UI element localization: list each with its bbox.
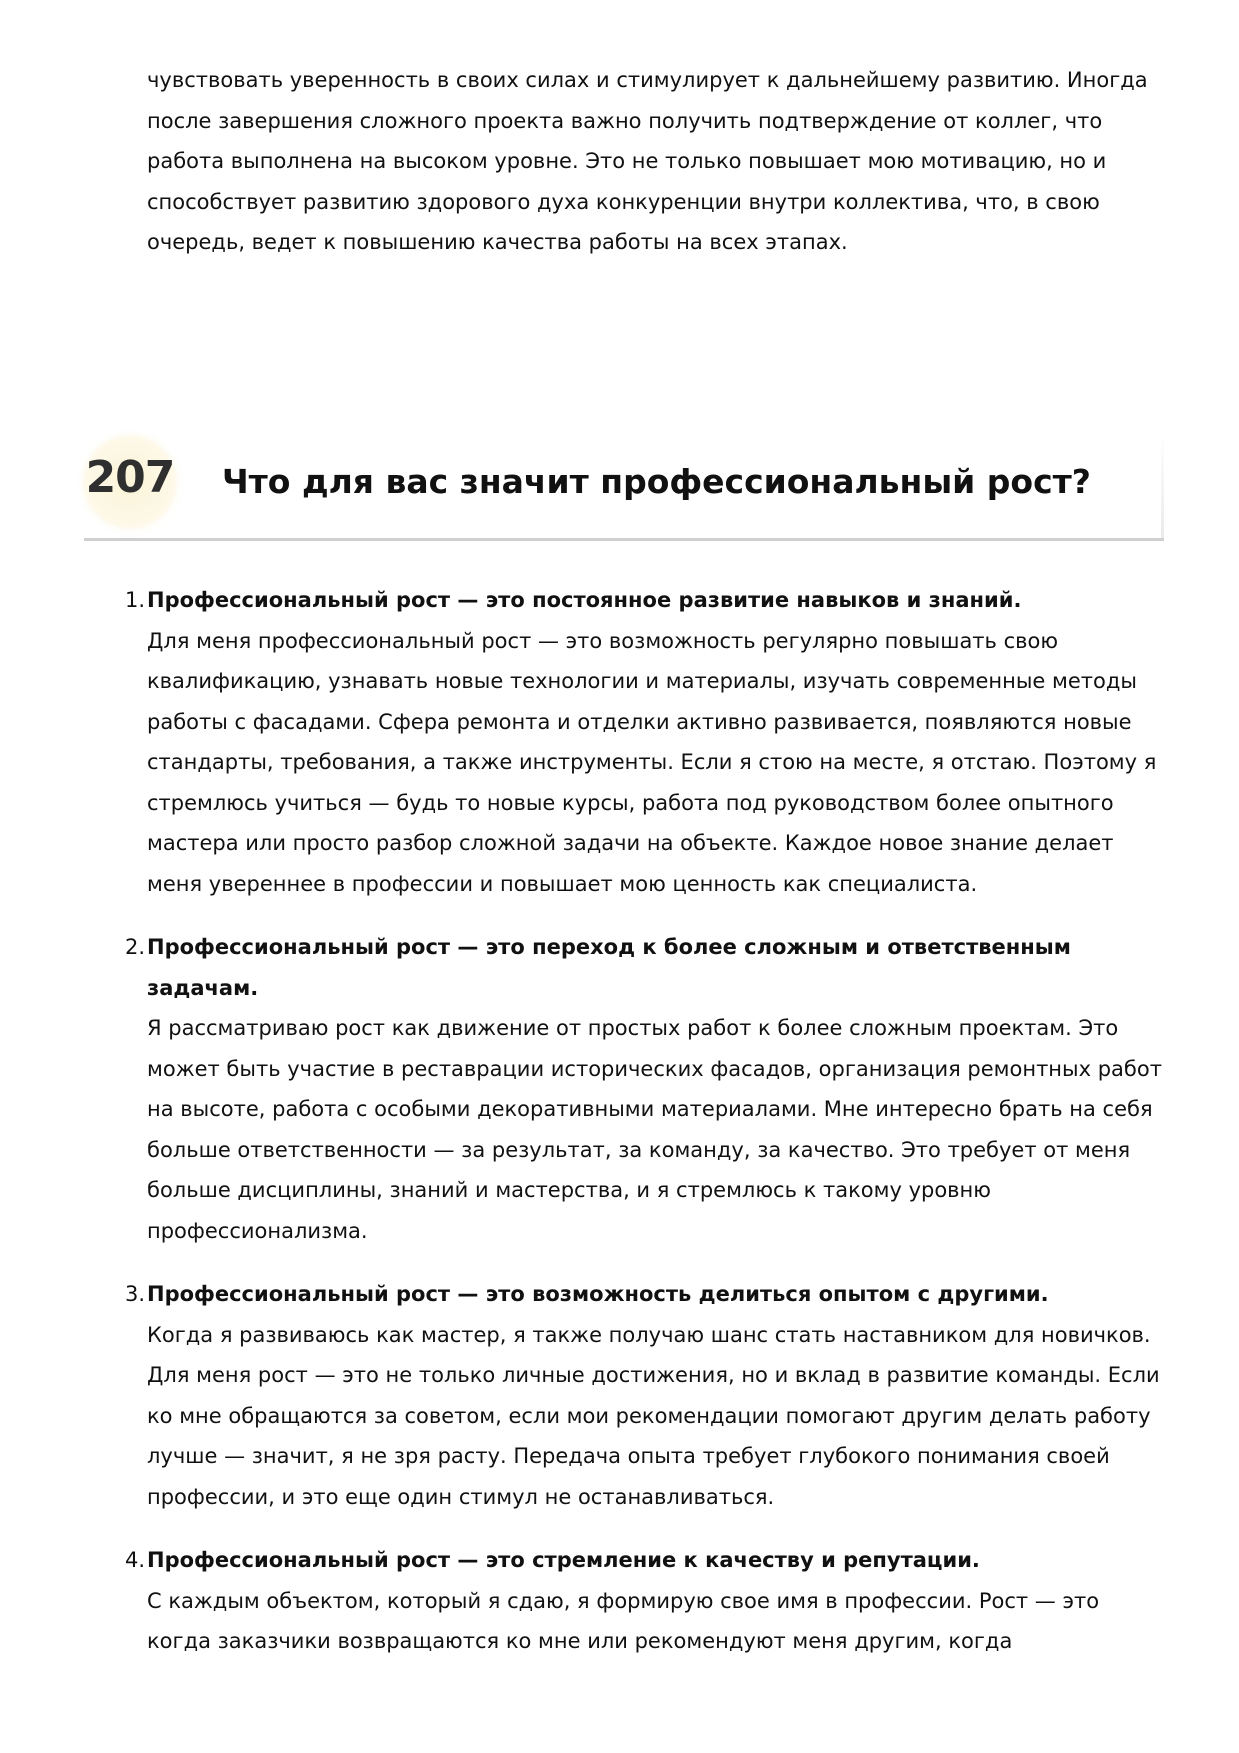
answer-item-2 bbox=[124, 927, 1167, 1251]
answer-item-3 bbox=[124, 1274, 1167, 1517]
intro-paragraph: чувствовать уверенность в своих силах и стимулирует к дальнейшему развитию. Иногда после завершения сложного проекта важно получить подтверждение от коллег, что работа выполнена на высоком уровне. Это не только повышает мою мотивацию, но и способствует развитию здорового духа конкуренции внутри коллектива, что, в свою очередь, ведет к повышению качества работы на всех этапах. bbox=[147, 68, 1148, 254]
answer-number: 2. bbox=[124, 935, 145, 959]
answer-body: Я рассматриваю рост как движение от простых работ к более сложным проектам. Это может быть участие в реставрации исторических фасадов, организация ремонтных работ на высоте, работа с особыми декоративными материалами. Мне интересно брать на себя больше ответственности — за результат, за команду, за качество. Это требует от меня больше дисциплины, знаний и мастерства, и я стремлюсь к такому уровню профессионализма. bbox=[147, 1016, 1162, 1243]
answer-heading: Профессиональный рост — это возможность делиться опытом с другими. bbox=[147, 1282, 1049, 1306]
answer-body: С каждым объектом, который я сдаю, я формирую свое имя в профессии. Рост — это когда заказчики возвращаются ко мне или рекомендуют меня другим, когда bbox=[147, 1588, 1100, 1653]
question-title: Что для вас значит профессиональный рост? bbox=[222, 462, 1091, 501]
answer-heading: Профессиональный рост — это постоянное развитие навыков и знаний. bbox=[147, 588, 1022, 612]
answer-item-4 bbox=[124, 1540, 1167, 1662]
answer-number: 4. bbox=[124, 1548, 145, 1572]
answer-list bbox=[124, 580, 1167, 1685]
answer-heading: Профессиональный рост — это стремление к качеству и репутации. bbox=[147, 1548, 980, 1572]
answer-body: Когда я развиваюсь как мастер, я также получаю шанс стать наставником для новичков. Для меня рост — это не только личные достижения, но и вклад в развитие команды. Если ко мне обращаются за советом, если мои рекомендации помогают другим делать работу лучше — значит, я не зря расту. Передача опыта требует глубокого понимания своей профессии, и это еще один стимул не останавливаться. bbox=[147, 1322, 1160, 1509]
question-header bbox=[84, 432, 1164, 540]
question-number: 207 bbox=[85, 452, 175, 503]
answer-body: Для меня профессиональный рост — это возможность регулярно повышать свою квалификацию, узнавать новые технологии и материалы, изучать современные методы работы с фасадами. Сфера ремонта и отделки активно развивается, появляются новые стандарты, требования, а также инструменты. Если я стою на месте, я отстаю. Поэтому я стремлюсь учиться — будь то новые курсы, работа под руководством более опытного мастера или просто разбор сложной задачи на объекте. Каждое новое знание делает меня увереннее в профессии и повышает мою ценность как специалиста. bbox=[147, 628, 1157, 896]
header-edge-shadow bbox=[1161, 432, 1164, 538]
answer-number: 1. bbox=[124, 588, 145, 612]
header-divider bbox=[84, 538, 1164, 541]
answer-item-1 bbox=[124, 580, 1167, 904]
answer-number: 3. bbox=[124, 1282, 145, 1306]
answer-heading: Профессиональный рост — это переход к более сложным и ответственным задачам. bbox=[147, 935, 1071, 1000]
